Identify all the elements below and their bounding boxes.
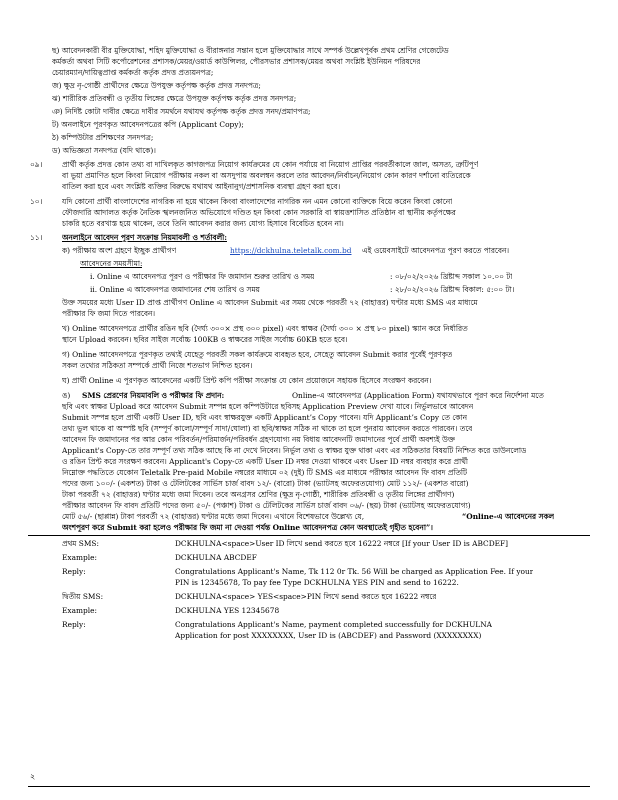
clause-ta: ট) অনলাইনে পূরণকৃত আবেদনপত্রের কপি (Applicant Copy); (52, 120, 244, 129)
sms-rules-line2: ছবি এবং স্বাক্ষর Upload করে আবেদন Submit সম্পন্ন হলে কম্পিউটারে ছবিসহ Application Preview দেখা যাবে। নির্ভুলভাবে আবেদন (62, 402, 474, 411)
section-09-line1: প্রার্থী কর্তৃক প্রদত্ত কোন তথ্য বা দাখিলকৃত কাগজপত্র নিয়োগ কার্যক্রমের যে কোন পর্যায়ে বা নিয়োগ প্রাপ্তির পরবর্তীকালে জাল, অসত্য, ত্রুটিপূর্ণ (62, 160, 479, 169)
clause-gha: ঘ) প্রার্থী Online এ পূরণকৃত আবেদনের একটি প্রিন্ট কপি পরীক্ষা সংক্রান্ত যে কোন প্রয়োজনে সহায়ক হিসেবে সংরক্ষণ করবেন। (62, 376, 432, 385)
clause-ga-line2: সকল তথ্যের সঠিকতা সম্পর্কে প্রার্থী নিজে শতভাগ নিশ্চিত হবেন। (62, 361, 253, 370)
deadline-heading: আবেদনের সময়সীমা: (80, 259, 143, 268)
sms-row-value: DCKHULNA<space> YES<space>PIN লিখে send করতে হবে 16222 নম্বরে (175, 592, 437, 601)
sms-rules-line3: Submit সম্পন্ন হলে প্রার্থী একটি User ID, ছবি এবং স্বাক্ষরযুক্ত একটি Applicant’s Copy পাবেন। যদি Applicant’s Copy তে কোন (62, 413, 467, 422)
section-10-line3: চাকরি হতে বরখাস্ত হয়ে থাকেন, তবে তিনি আবেদন করার জন্য যোগ্য হিসাবে বিবেচিত হবেন না। (62, 219, 344, 228)
section-marker-10: ১০। (30, 197, 43, 206)
sms-row-label: Reply: (62, 567, 86, 576)
sms-rules-bold-end: অংশপূরণ করে Submit করা হলেও পরীক্ষার ফি জমা না দেওয়া পর্যন্ত Online আবেদনপত্র কোন অবস্থাতেই গৃহীত হবেনা”। (62, 523, 433, 532)
sms-row-value: DCKHULNA<space>User ID লিখে send করতে হবে 16222 নম্বরে [If your User ID is ABCDEF] (175, 539, 509, 548)
clause-ka-suffix: এই ওয়েবসাইটে আবেদনপত্র পূরণ করতে পারবেন। (362, 246, 510, 255)
sms-row-value: Congratulations Applicant's Name, payment completed successfully for DCKHULNA (175, 620, 493, 629)
clause-nya: ঞ) নির্দিষ্ট কোটা দাবীর ক্ষেত্রে দাবীর সমর্থনে যথাযথ কর্তৃপক্ষ কর্তৃক প্রদত্ত সনদ/প্রমাণপত্র; (52, 107, 311, 116)
sms-table-top-rule (28, 535, 590, 536)
clause-chha-line1: ছ) আবেদনকারী বীর মুক্তিযোদ্ধা, শহিদ মুক্তিযোদ্ধা ও বীরাঙ্গনার সন্তান হলে মুক্তিযোদ্ধার সাথে সম্পর্ক উল্লেখপূর্বক প্রথম শ্রেণির গেজেটেড (52, 46, 449, 55)
page-number: ২ (30, 772, 36, 781)
clause-kha-line2: স্থানে Upload করবেন। ছবির সাইজ সর্বোচ্চ 100KB ও স্বাক্ষরের সাইজ সর্বোচ্চ 60KB হতে হবে। (62, 335, 348, 344)
sms-row-label: Reply: (62, 620, 86, 629)
sms-rules-line12: মোট ৫৬/- (ছাপ্পান্ন) টাকা পরবর্তী ৭২ (বাহাত্তর) ঘণ্টার মধ্যে জমা দিবেন। এখানে বিশেষভাবে উল্লেখ্য যে, (62, 512, 365, 521)
clause-chha-line2: কর্মকর্তা অথবা সিটি কর্পোরেশনের প্রশাসক/মেয়র/ওয়ার্ড কাউন্সিলর, পৌরসভার প্রশাসক/মেয়র অথবা সংশ্লিষ্ট ইউনিয়ন পরিষদের (52, 57, 421, 66)
footer-rule (28, 786, 590, 787)
deadline-end-value: : ২৮/০২/২০২৬ খ্রিষ্টাব্দ বিকাল: ৫:০০ টা। (390, 285, 515, 294)
clause-uma-marker: ঙ) (62, 391, 71, 400)
fee-window-line2: পরীক্ষার ফি জমা দিতে পারবেন। (62, 309, 156, 318)
sms-rules-heading: SMS প্রেরণের নিয়মাবলি ও পরীক্ষার ফি প্রদান: (82, 391, 225, 400)
sms-rules-line7: ও রঙিন প্রিন্ট করে সংরক্ষণ করবেন। Applicant's Copy-তে একটি User ID নম্বর দেওয়া থাকবে এবং User ID নম্বর ব্যবহার করে প্রার্থী (62, 457, 469, 466)
section-10-line1: যদি কোনো প্রার্থী বাংলাদেশের নাগরিক না হয়ে থাকেন কিংবা বাংলাদেশের নাগরিক নন এমন কোনো ব্যক্তিকে বিয়ে করেন কিংবা কোনো (62, 197, 453, 206)
section-marker-09: ০৯। (30, 160, 43, 169)
clause-da: ড) অভিজ্ঞতা সনদপত্র (যদি থাকে)। (52, 146, 156, 155)
sms-row-label: Example: (62, 553, 97, 562)
sms-rules-line5: আবেদন ফি জমাদানের পর আর কোন পরিবর্তন/পরিমার্জন/পরিবর্ধন গ্রহণযোগ্য নয় বিধায় আবেদনটি জমাদানের পূর্বে প্রার্থী অবশ্যই উক্ত (62, 435, 455, 444)
sms-rules-line10: টাকা পরবর্তী ৭২ (বাহাত্তর) ঘণ্টার মধ্যে জমা দিবেন। তবে অনগ্রসর শ্রেণির (ক্ষুদ্র নৃ-গোষ্ঠী, শারীরিক প্রতিবন্ধী ও তৃতীয় লিঙ্গের প্রার্থীগণ) (62, 490, 455, 499)
sms-rules-line11: পরীক্ষার আবেদন ফি বাবদ প্রতিটি পদের জন্য ৫০/- (পঞ্চাশ) টাকা ও টেলিটকের সার্ভিস চার্জ বাবদ ০৬/- (ছয়) টাকা (ভ্যাটসহ অফেরতযোগ্য) (62, 501, 471, 510)
sms-row-label: দ্বিতীয় SMS: (62, 592, 104, 601)
fee-window-line1: উক্ত সময়ের মধ্যে User ID প্রাপ্ত প্রার্থীগণ Online এ আবেদন Submit এর সময় থেকে পরবর্তী ৭২ (বাহাত্তর) ঘণ্টার মধ্যে SMS এর মাধ্যমে (62, 298, 478, 307)
sms-row-value: DCKHULNA ABCDEF (175, 553, 257, 562)
clause-ka-prefix: ক) পরীক্ষায় অংশ গ্রহণে ইচ্ছুক প্রার্থীগণ (62, 246, 177, 255)
clause-tha: ঠ) কম্পিউটার প্রশিক্ষণের সনদপত্র; (52, 133, 154, 142)
deadline-end-label: ii. Online এ আবেদনপত্র জমাদানের শেষ তারিখ ও সময় (90, 285, 260, 294)
clause-jha2: ঝ) শারীরিক প্রতিবন্ধী ও তৃতীয় লিঙ্গের ক্ষেত্রে উপযুক্ত কর্তৃপক্ষ কর্তৃক প্রদত্ত সনদপত্র; (52, 94, 297, 103)
website-link[interactable]: https://dckhulna.teletalk.com.bd (230, 246, 352, 255)
sms-row-label: Example: (62, 606, 97, 615)
sms-row-value: Application for post XXXXXXXX, User ID is (ABCDEF) and Password (XXXXXXXX) (175, 631, 482, 640)
section-marker-11: ১১। (30, 233, 43, 242)
sms-rules-bold-start: “Online-এ আবেদনের সকল (462, 512, 555, 521)
clause-jha: জ) ক্ষুদ্র নৃ-গোষ্ঠী প্রার্থীদের ক্ষেত্রে উপযুক্ত কর্তৃপক্ষ কর্তৃক প্রদত্ত সনদপত্র; (52, 81, 261, 90)
sms-rules-line4: তথ্য ভুল থাকে বা অস্পষ্ট ছবি (সম্পূর্ণ কালো/সম্পূর্ণ সাদা/ঘোলা) বা ছবি/স্বাক্ষর সঠিক না থাকে তা হলে পুনরায় আবেদন করতে পারবেন। তবে (62, 424, 473, 433)
sms-row-label: প্রথম SMS: (62, 539, 99, 548)
clause-kha-line1: খ) Online আবেদনপত্রে প্রার্থীর রঙিন ছবি (দৈর্ঘ্য ৩০০× প্রস্থ ৩০০ pixel) এবং স্বাক্ষর (দৈর্ঘ্য ৩০০ × প্রস্থ ৮০ pixel) স্ক্যান করে নির্ধারিত (62, 324, 468, 333)
clause-chha-line3: চেয়ারম্যান/দায়িত্বপ্রাপ্ত কর্মকর্তা কর্তৃক প্রদত্ত প্রত্যয়নপত্র; (52, 68, 214, 77)
sms-rules-line9: পদের জন্য ১০০/- (একশত) টাকা ও টেলিটকের সার্ভিস চার্জ বাবদ ১২/- (বারো) টাকা (ভ্যাটসহ অফেরতযোগ্য) মোট ১১২/- (একশত বারো) (62, 479, 469, 488)
sms-rules-line6: Applicant's Copy-তে তার সম্পূর্ণ তথ্য সঠিক আছে কি না দেখে নিবেন। নির্ভুল তথ্য ও স্বাক্ষর যুক্ত থাকা এবং এর সঠিকতার বিষয়টি নিশ্চিত করে ডাউনলোড (62, 446, 527, 455)
section-09-line2: বা ভুয়া প্রমাণিত হলে কিংবা নিয়োগ পরীক্ষায় নকল বা অসদুপায় অবলম্বন করলে তার আবেদন/নির্বাচন/নিয়োগ কোন কারণ দর্শানো ব্যতিরেকে (62, 171, 471, 180)
sms-row-value: Congratulations Applicant's Name, Tk 112 0r Tk. 56 Will be charged as Application Fee. If your (175, 567, 534, 576)
sms-row-value: PIN is 12345678, To pay fee Type DCKHULNA YES PIN and send to 16222. (175, 578, 459, 587)
sms-rules-line8: নিম্নোক্ত পদ্ধতিতে যেকোন Teletalk Pre-paid Mobile নম্বরের মাধ্যমে ০২ (দুই) টি SMS এর মাধ্যমে পরীক্ষার আবেদন ফি বাবদ প্রতিটি (62, 468, 468, 477)
deadline-start-label: i. Online এ আবেদনপত্র পূরণ ও পরীক্ষার ফি জমাদান শুরুর তারিখ ও সময় (90, 272, 315, 281)
section-10-line2: ফৌজদারি আদালত কর্তৃক নৈতিক স্খলনজনিত অভিযোগে দণ্ডিত হন কিংবা কোন সরকারি বা স্বায়ত্তশাসিত প্রতিষ্ঠান বা স্থানীয় কর্তৃপক্ষের (62, 208, 456, 217)
clause-ga-line1: গ) Online আবেদনপত্রে পূরণকৃত তথ্যই যেহেতু পরবর্তী সকল কার্যক্রমে ব্যবহৃত হবে, সেহেতু আবেদন Submit করার পূর্বেই পূরণকৃত (62, 350, 453, 359)
section-09-line3: বাতিল করা হবে এবং সংশ্লিষ্ট ব্যক্তির বিরুদ্ধে যথাযথ আইনানুগ/প্রশাসনিক ব্যবস্থা গ্রহণ করা হবে। (62, 182, 341, 191)
sms-row-value: DCKHULNA YES 12345678 (175, 606, 280, 615)
section-11-heading: অনলাইনে আবেদন পূরণ সংক্রান্ত নিয়মাবলী ও শর্তাবলী: (62, 233, 227, 242)
sms-rules-line1: Online-এ আবেদনপত্র (Application Form) যথাযথভাবে পূরণ করে নির্দেশনা মতে (292, 391, 544, 400)
deadline-start-value: : ০৮/০২/২০২৬ খ্রিষ্টাব্দ সকাল ১০.০০ টা (390, 272, 513, 281)
